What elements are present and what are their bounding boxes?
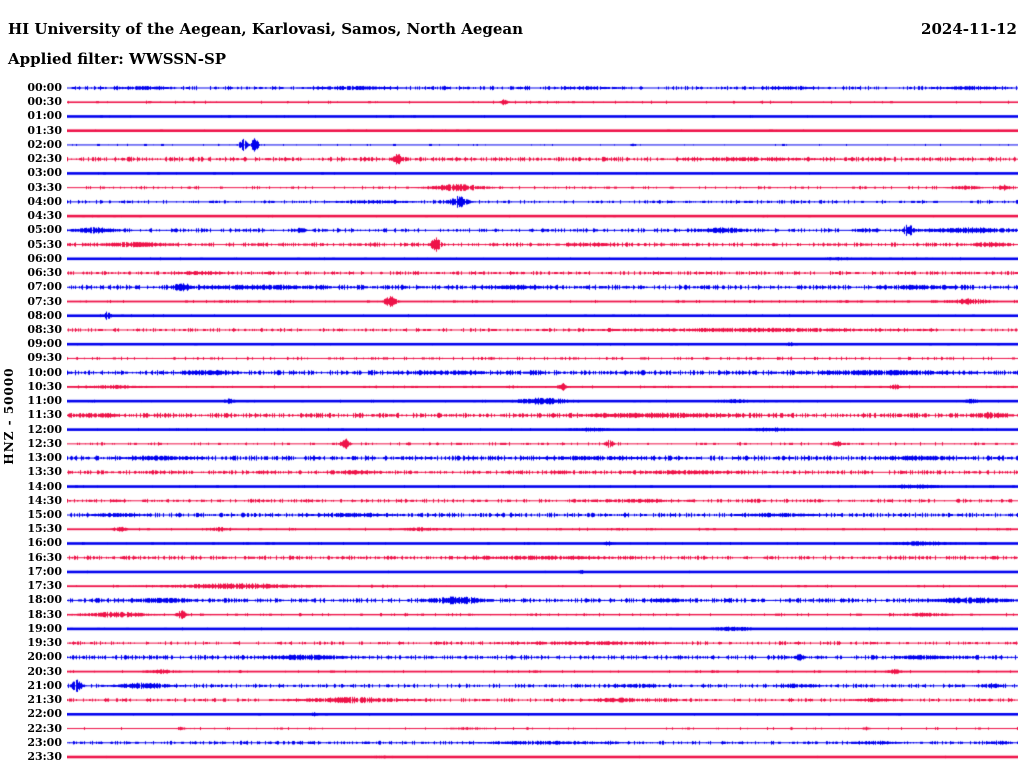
trace-time-label: 22:00	[27, 707, 62, 721]
trace-time-label: 08:00	[27, 308, 62, 322]
trace-time-label: 11:00	[27, 394, 62, 408]
trace-time-label: 03:00	[27, 166, 62, 180]
trace-time-label: 23:00	[27, 735, 62, 749]
trace-time-label: 19:30	[27, 636, 62, 650]
trace-time-label: 01:30	[27, 123, 62, 137]
trace-time-label: 07:30	[27, 294, 62, 308]
trace-time-label: 10:00	[27, 365, 62, 379]
trace-time-label: 13:30	[27, 465, 62, 479]
applied-filter-label: Applied filter: WWSSN-SP	[8, 50, 227, 68]
trace-time-label: 05:00	[27, 223, 62, 237]
station-title: HI University of the Aegean, Karlovasi, Samos, North Aegean	[8, 20, 524, 38]
channel-scale-label: HNZ - 50000	[2, 367, 16, 465]
trace-time-label: 04:00	[27, 194, 62, 208]
trace-time-label: 06:30	[27, 266, 62, 280]
trace-time-label: 07:00	[27, 280, 62, 294]
trace-time-label: 21:30	[27, 693, 62, 707]
trace-time-label: 14:00	[27, 479, 62, 493]
trace-time-label: 17:30	[27, 579, 62, 593]
trace-time-label: 02:30	[27, 152, 62, 166]
trace-time-label: 09:30	[27, 351, 62, 365]
trace-time-label: 20:00	[27, 650, 62, 664]
trace-time-label: 14:30	[27, 493, 62, 507]
trace-time-label: 04:30	[27, 209, 62, 223]
trace-time-label: 12:30	[27, 436, 62, 450]
seismogram-traces-canvas	[67, 80, 1018, 780]
trace-time-label: 11:30	[27, 408, 62, 422]
trace-time-label: 13:00	[27, 451, 62, 465]
trace-time-label: 01:00	[27, 109, 62, 123]
trace-time-label: 00:30	[27, 95, 62, 109]
trace-time-label: 05:30	[27, 237, 62, 251]
trace-time-label: 16:30	[27, 550, 62, 564]
trace-time-label: 02:00	[27, 137, 62, 151]
trace-time-label: 18:30	[27, 607, 62, 621]
trace-time-label: 22:30	[27, 721, 62, 735]
trace-time-label: 19:00	[27, 621, 62, 635]
trace-time-label: 17:00	[27, 564, 62, 578]
trace-time-label: 16:00	[27, 536, 62, 550]
trace-time-label: 21:00	[27, 678, 62, 692]
trace-time-label: 08:30	[27, 322, 62, 336]
trace-time-label: 03:30	[27, 180, 62, 194]
trace-time-label: 12:00	[27, 422, 62, 436]
trace-time-label: 15:30	[27, 522, 62, 536]
plot-date: 2024-11-12	[921, 20, 1017, 38]
trace-time-label: 23:30	[27, 749, 62, 763]
trace-time-label: 10:30	[27, 379, 62, 393]
trace-time-label: 18:00	[27, 593, 62, 607]
trace-time-label: 15:00	[27, 508, 62, 522]
trace-time-label: 00:00	[27, 81, 62, 94]
trace-time-label: 20:30	[27, 664, 62, 678]
trace-time-label: 06:00	[27, 251, 62, 265]
trace-time-label: 09:00	[27, 337, 62, 351]
